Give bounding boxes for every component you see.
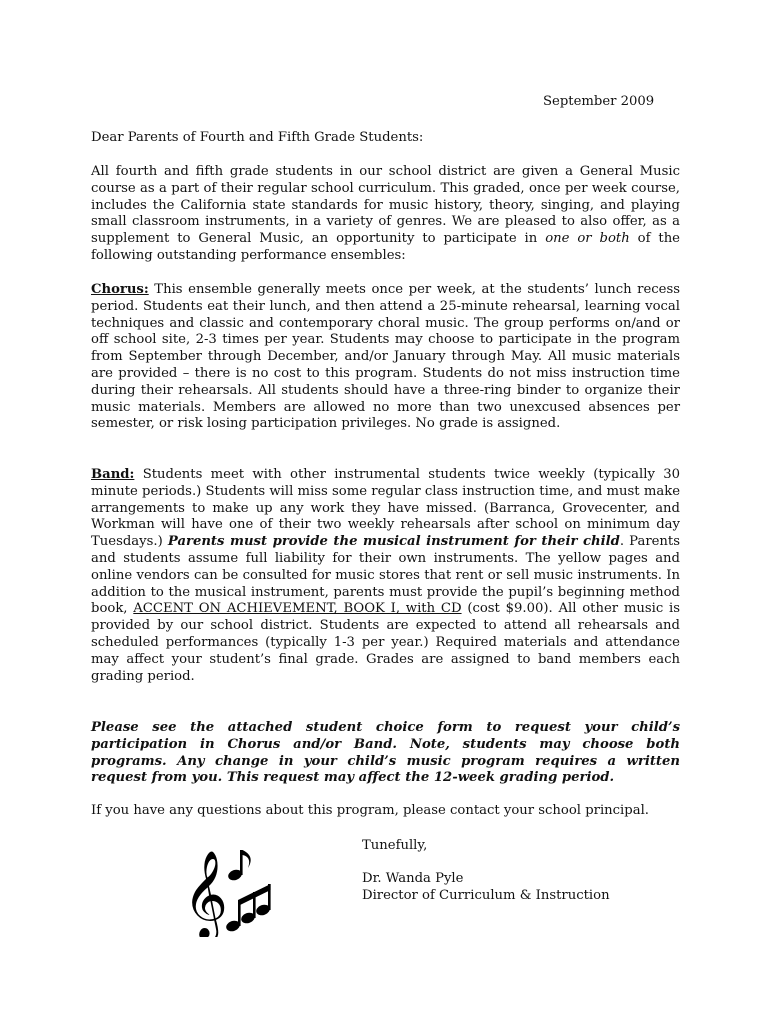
salutation: Dear Parents of Fourth and Fifth Grade Students: bbox=[91, 130, 424, 145]
signature-block bbox=[362, 871, 610, 905]
band-label: Band: bbox=[91, 467, 135, 482]
band-text-1: Students meet with other instrumental students twice weekly (typically 30 minute periods.) Students will miss some regular class instruction time, and must make arrangements to make up any work they have missed. (Barranca, Grovecenter, and Workman will have one of their two weekly rehearsals after school on minimum day Tuesdays.) bbox=[91, 467, 680, 550]
signature-title: Director of Curriculum & Instruction bbox=[362, 887, 610, 903]
chorus-paragraph bbox=[91, 282, 680, 433]
chorus-label: Chorus: bbox=[91, 282, 149, 297]
contact-paragraph: If you have any questions about this program, please contact your school principal. bbox=[91, 803, 649, 818]
choice-form-note: Please see the attached student choice form to request your child’s participation in Chorus and/or Band. Note, students may choose both programs. Any change in your child’s music program requires a written request from you. This request may affect the 12-week grading period. bbox=[91, 720, 680, 786]
signature-name: Dr. Wanda Pyle bbox=[362, 871, 464, 886]
letter-date: September 2009 bbox=[543, 94, 655, 109]
closing: Tunefully, bbox=[362, 838, 428, 853]
intro-paragraph bbox=[91, 164, 680, 265]
band-emphasis: Parents must provide the musical instrument for their child bbox=[167, 534, 620, 550]
intro-text-2: of the following outstanding performance ensembles: bbox=[91, 231, 680, 263]
band-paragraph bbox=[91, 467, 680, 685]
treble-clef-and-notes-icon bbox=[185, 842, 275, 937]
svg-text:𝄞: 𝄞 bbox=[185, 849, 228, 937]
intro-text-1: All fourth and fifth grade students in our school district are given a General Music course as a part of their regular school curriculum. This graded, once per week course, includes the California state standards for music history, theory, singing, and playing small classroom instruments, in a variety of genres. We are pleased to also offer, as a supplement to General Music, an opportunity to participate in bbox=[91, 164, 680, 247]
band-text-3: (cost $9.00). All other music is provided by our school district. Students are expected to attend all rehearsals and scheduled performances (typically 1-3 per year.) Required materials and attendance may affect your student’s final grade. Grades are assigned to band members each grading period. bbox=[91, 601, 680, 684]
method-book-title: ACCENT ON ACHIEVEMENT, BOOK I, with CD bbox=[133, 601, 462, 617]
band-text-2: . Parents and students assume full liability for their own instruments. The yellow pages and online vendors can be consulted for music stores that rent or sell music instruments. In addition to the musical instrument, parents must provide the pupil’s beginning method book, bbox=[91, 534, 680, 617]
chorus-text: This ensemble generally meets once per week, at the students’ lunch recess period. Students eat their lunch, and then attend a 25-minute rehearsal, learning vocal techniques and classic and contemporary choral music. The group performs on/and or off school site, 2-3 times per year. Students may choose to participate in the program from September through December, and/or January through May. All music materials are provided – there is no cost to this program. Students do not miss instruction time during their rehearsals. All students should have a three-ring binder to organize their music materials. Members are allowed no more than two unexcused absences per semester, or risk losing participation privileges. No grade is assigned. bbox=[91, 282, 680, 432]
intro-italic: one or both bbox=[545, 231, 630, 247]
